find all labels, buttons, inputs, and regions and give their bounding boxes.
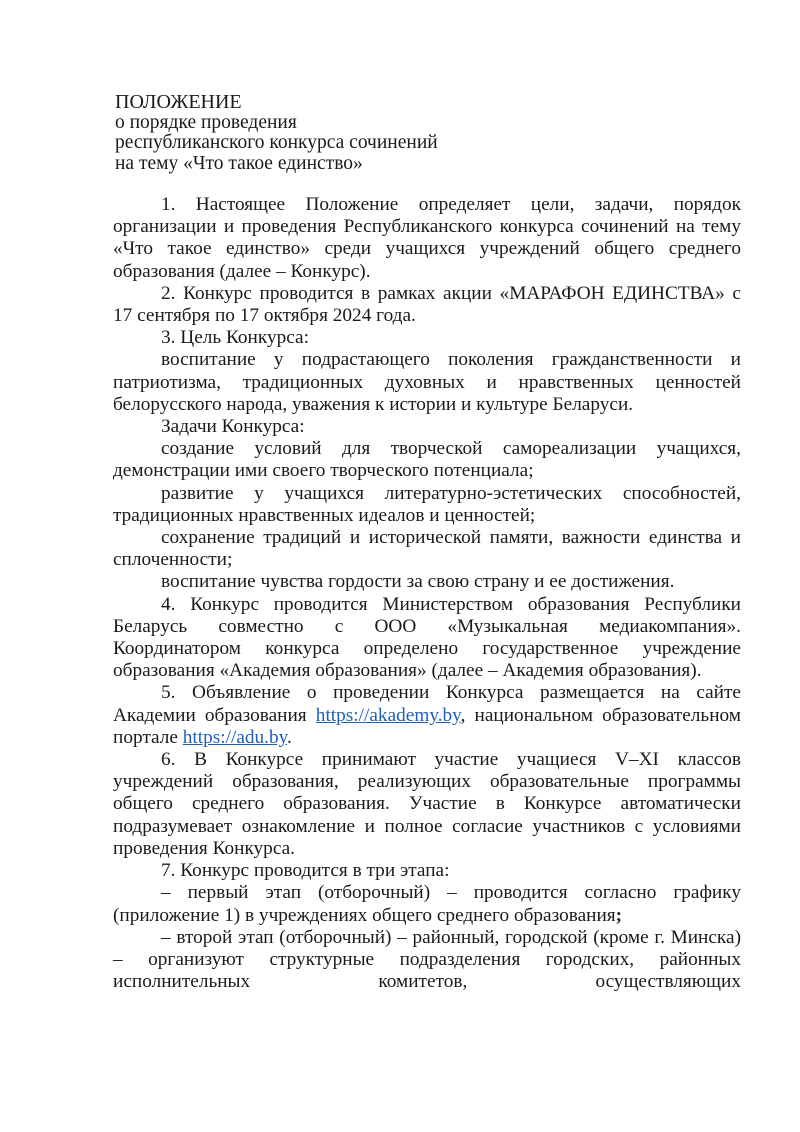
paragraph-5-text-c: . <box>287 726 292 748</box>
adu-link[interactable]: https://adu.by <box>182 726 288 748</box>
paragraph-5 <box>113 682 741 749</box>
title-line-2: республиканского конкурса сочинений <box>115 132 438 153</box>
document-title <box>115 92 438 174</box>
paragraph-5-text-b: , национальном образовательном портале <box>113 704 741 748</box>
stage-2: – второй этап (отборочный) – районный, городской (кроме г. Минска) – организуют структурные подразделения городских, районных исполнительных комитетов, осуществляющих <box>113 926 741 993</box>
tasks-title: Задачи Конкурса: <box>161 416 305 438</box>
paragraph-2: 2. Конкурс проводится в рамках акции «МАРАФОН ЕДИНСТВА» с 17 сентября по 17 октября 2024 года. <box>113 282 741 327</box>
task-1: создание условий для творческой самореализации учащихся, демонстрации ими своего творческого потенциала; <box>113 438 741 482</box>
paragraph-3: 3. Цель Конкурса: <box>161 327 309 349</box>
task-2: развитие у учащихся литературно-эстетических способностей, традиционных нравственных идеалов и ценностей; <box>113 482 741 526</box>
stage-1-text: – первый этап (отборочный) – проводится согласно графику (приложение 1) в учреждениях общего среднего образования <box>113 882 741 926</box>
title-line-1: о порядке проведения <box>115 111 297 133</box>
title-line-3: на тему «Что такое единство» <box>115 152 363 174</box>
task-3: сохранение традиций и исторической памяти, важности единства и сплоченности; <box>113 527 741 571</box>
paragraph-4: 4. Конкурс проводится Министерством образования Республики Беларусь совместно с ООО «Музыкальная медиакомпания». Координатором конкурса определено государственное учреждение образования «Академия образования» (далее – Академия образования). <box>113 593 741 682</box>
title-heading: ПОЛОЖЕНИЕ <box>115 91 242 113</box>
goal-text: воспитание у подрастающего поколения гражданственности и патриотизма, традиционных духовных и нравственных ценностей белорусского народа, уважения к истории и культуре Беларуси. <box>113 349 741 415</box>
paragraph-1: 1. Настоящее Положение определяет цели, задачи, порядок организации и проведения Республиканского конкурса сочинений на тему «Что такое единство» среди учащихся учреждений общего среднего образования (далее – Конкурс). <box>113 194 741 282</box>
stage-1-semicolon: ; <box>615 904 623 926</box>
task-4: воспитание чувства гордости за свою страну и ее достижения. <box>161 571 675 593</box>
paragraph-5-text-a: 5. Объявление о проведении Конкурса размещается на сайте Академии образования <box>113 682 741 726</box>
akademy-link[interactable]: https://akademy.by <box>315 704 461 726</box>
stage-1 <box>113 882 741 926</box>
paragraph-7: 7. Конкурс проводится в три этапа: <box>161 860 450 882</box>
document-body <box>113 194 741 993</box>
paragraph-6: 6. В Конкурсе принимают участие учащиеся V–XI классов учреждений образования, реализующих образовательные программы общего среднего образования. Участие в Конкурсе автоматически подразумевает ознакомление и полное согласие участников с условиями проведения Конкурса. <box>113 749 741 859</box>
